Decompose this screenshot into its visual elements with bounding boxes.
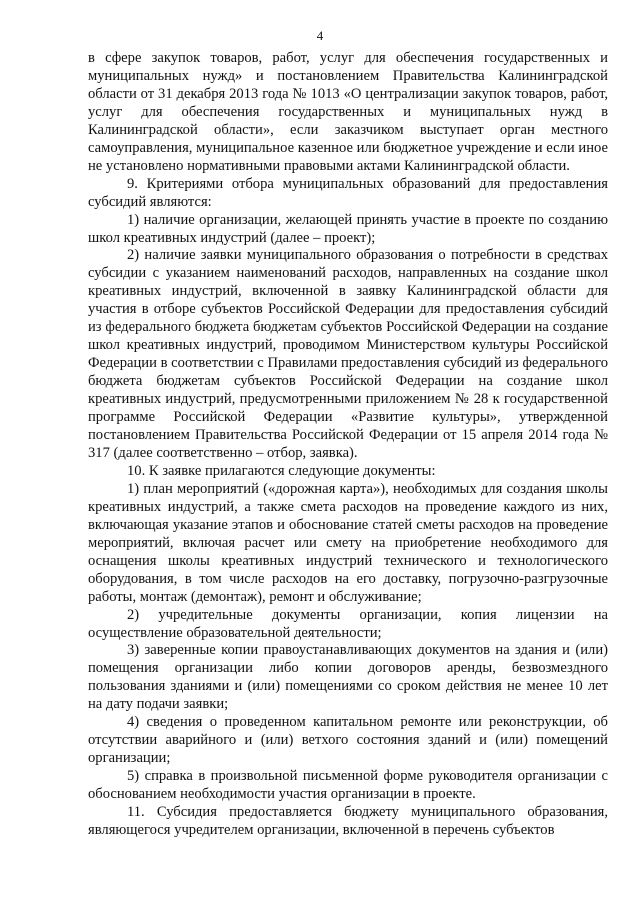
- paragraph-item-10-2: 2) учредительные документы организации, копия лицензии на осуществление образовательной деятельности;: [88, 606, 608, 641]
- paragraph-item-10: 10. К заявке прилагаются следующие документы:: [127, 462, 436, 479]
- paragraph-item-9-1: 1) наличие организации, желающей принять участие в проекте по созданию школ креативных индустрий (далее – проект);: [88, 211, 608, 246]
- paragraph-item-10-4: 4) сведения о проведенном капитальном ремонте или реконструкции, об отсутствии аварийного и (или) ветхого состояния зданий и (или) помещений организации;: [88, 714, 608, 767]
- paragraph-item-10-1: 1) план мероприятий («дорожная карта»), необходимых для создания школы креативных индустрий, а также смета расходов на проведение каждого из них, включающая указание этапов и обоснование статей сметы расходов на проведение мероприятий, включая расчет или смету на приобретение необходимого для оснащения школы креативных индустрий технического и технологического оборудования, в том числе расходов на его доставку, погрузочно-разгрузочные работы, монтаж (демонтаж), ремонт и обслуживание;: [88, 480, 608, 605]
- document-body: [88, 50, 608, 840]
- page-number: 4: [316, 28, 324, 43]
- paragraph-continuation: в сфере закупок товаров, работ, услуг для обеспечения государственных и муниципальных нужд» и постановлением Правительства Калининградской области от 31 декабря 2013 года № 1013 «О централизации закупок товаров, работ, услуг для обеспечения государственных и муниципальных нужд в Калининградской области», если заказчиком выступает орган местного самоуправления, муниципальное казенное или бюджетное учреждение и если иное не установлено нормативными правовыми актами Калининградской области.: [88, 50, 608, 174]
- paragraph-item-9: 9. Критериями отбора муниципальных образований для предоставления субсидий являются:: [88, 175, 608, 210]
- paragraph-item-11: 11. Субсидия предоставляется бюджету муниципального образования, являющегося учредителем организации, включенной в перечень субъектов: [88, 804, 608, 838]
- paragraph-item-10-3: 3) заверенные копии правоустанавливающих документов на здания и (или) помещения организации либо копии договоров аренды, безвозмездного пользования зданиями и (или) помещениями со сроком действия не менее 10 лет на дату подачи заявки;: [88, 642, 608, 713]
- paragraph-item-10-5: 5) справка в произвольной письменной форме руководителя организации с обоснованием необходимости участия организации в проекте.: [88, 768, 608, 803]
- paragraph-item-9-2: 2) наличие заявки муниципального образования о потребности в средствах субсидии с указанием наименований расходов, направленных на создание школ креативных индустрий, включенной в заявку Калининградской области для участия в отборе субъектов Российской Федерации для предоставления субсидий из федерального бюджета бюджетам субъектов Российской Федерации на создание школ креативных индустрий, проводимом Министерством культуры Российской Федерации в соответствии с Правилами предоставления субсидий из федерального бюджета бюджетам субъектов Российской Федерации на создание школ креативных индустрий, предусмотренными приложением № 28 к государственной программе Российской Федерации «Развитие культуры», утвержденной постановлением Правительства Российской Федерации от 15 апреля 2014 года № 317 (далее соответственно – отбор, заявка).: [88, 247, 608, 461]
